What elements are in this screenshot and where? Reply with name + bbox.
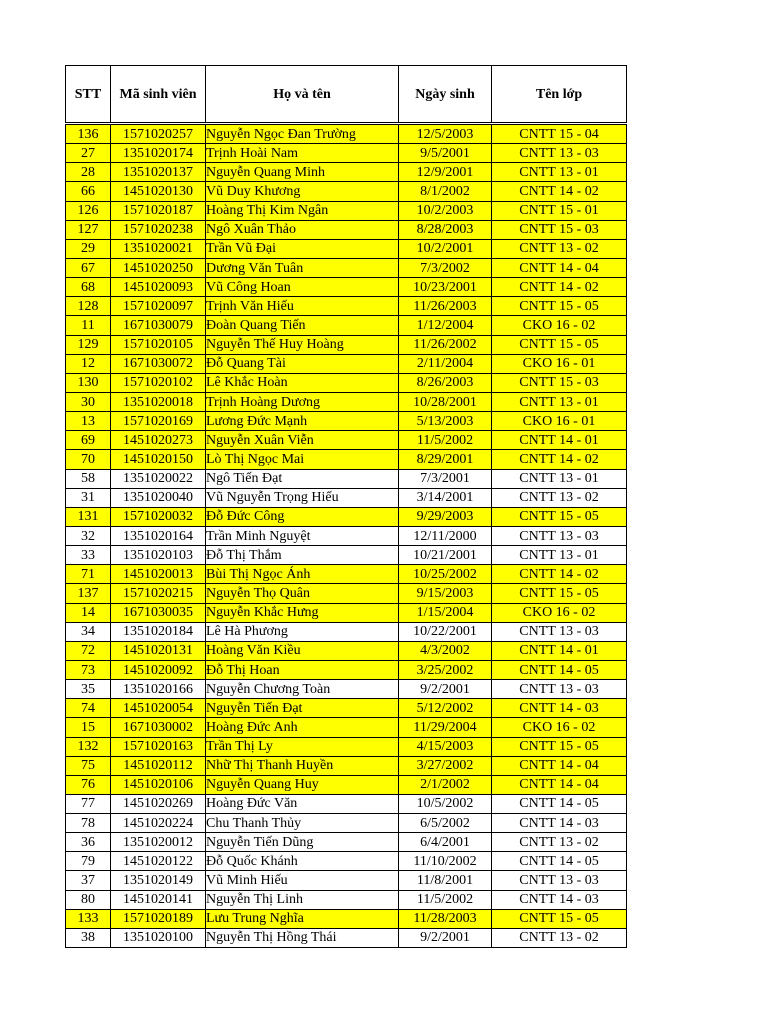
cell-full-name: Trần Vũ Đại <box>206 239 399 258</box>
table-row <box>66 469 627 488</box>
cell-full-name: Đỗ Thị Thắm <box>206 546 399 565</box>
cell-stt: 75 <box>66 756 111 775</box>
cell-student-code: 1671030002 <box>111 718 206 737</box>
cell-stt: 38 <box>66 928 111 947</box>
cell-stt: 128 <box>66 297 111 316</box>
table-row <box>66 909 627 928</box>
table-row <box>66 833 627 852</box>
cell-student-code: 1571020102 <box>111 373 206 392</box>
cell-date-of-birth: 10/2/2003 <box>399 201 492 220</box>
cell-full-name: Nguyễn Xuân Viễn <box>206 431 399 450</box>
table-row <box>66 278 627 297</box>
cell-full-name: Trần Minh Nguyệt <box>206 526 399 545</box>
header-row <box>66 66 627 123</box>
cell-date-of-birth: 3/25/2002 <box>399 660 492 679</box>
cell-full-name: Lưu Trung Nghĩa <box>206 909 399 928</box>
cell-date-of-birth: 10/23/2001 <box>399 278 492 297</box>
cell-class-name: CNTT 15 - 03 <box>492 220 627 239</box>
cell-date-of-birth: 2/11/2004 <box>399 354 492 373</box>
table-row <box>66 680 627 699</box>
cell-date-of-birth: 1/12/2004 <box>399 316 492 335</box>
cell-date-of-birth: 10/21/2001 <box>399 546 492 565</box>
cell-student-code: 1571020032 <box>111 507 206 526</box>
cell-class-name: CNTT 13 - 02 <box>492 488 627 507</box>
cell-full-name: Nguyễn Ngọc Đan Trường <box>206 125 399 144</box>
cell-student-code: 1571020105 <box>111 335 206 354</box>
cell-class-name: CNTT 13 - 02 <box>492 833 627 852</box>
cell-date-of-birth: 6/5/2002 <box>399 814 492 833</box>
cell-date-of-birth: 5/12/2002 <box>399 699 492 718</box>
table-row <box>66 163 627 182</box>
cell-date-of-birth: 11/26/2002 <box>399 335 492 354</box>
cell-date-of-birth: 7/3/2002 <box>399 258 492 277</box>
cell-full-name: Trịnh Hoàng Dương <box>206 392 399 411</box>
table-row <box>66 814 627 833</box>
table-row <box>66 335 627 354</box>
cell-stt: 131 <box>66 507 111 526</box>
cell-stt: 132 <box>66 737 111 756</box>
cell-class-name: CNTT 13 - 03 <box>492 680 627 699</box>
cell-class-name: CNTT 14 - 02 <box>492 182 627 201</box>
cell-class-name: CNTT 14 - 02 <box>492 565 627 584</box>
table-row <box>66 699 627 718</box>
cell-student-code: 1351020103 <box>111 546 206 565</box>
cell-class-name: CNTT 13 - 03 <box>492 526 627 545</box>
cell-full-name: Hoàng Đức Anh <box>206 718 399 737</box>
cell-class-name: CNTT 14 - 01 <box>492 431 627 450</box>
cell-full-name: Nguyễn Tiến Đạt <box>206 699 399 718</box>
cell-date-of-birth: 12/9/2001 <box>399 163 492 182</box>
cell-stt: 37 <box>66 871 111 890</box>
cell-class-name: CNTT 14 - 02 <box>492 278 627 297</box>
cell-student-code: 1571020097 <box>111 297 206 316</box>
table-row <box>66 354 627 373</box>
cell-class-name: CNTT 13 - 02 <box>492 928 627 947</box>
cell-stt: 12 <box>66 354 111 373</box>
cell-class-name: CNTT 15 - 05 <box>492 335 627 354</box>
cell-student-code: 1571020189 <box>111 909 206 928</box>
cell-student-code: 1351020137 <box>111 163 206 182</box>
cell-date-of-birth: 11/5/2002 <box>399 431 492 450</box>
table-row <box>66 890 627 909</box>
table-row <box>66 431 627 450</box>
cell-date-of-birth: 4/3/2002 <box>399 641 492 660</box>
cell-class-name: CNTT 15 - 03 <box>492 373 627 392</box>
cell-full-name: Lò Thị Ngọc Mai <box>206 450 399 469</box>
cell-student-code: 1451020122 <box>111 852 206 871</box>
table-row <box>66 373 627 392</box>
table-row <box>66 603 627 622</box>
cell-full-name: Trịnh Hoài Nam <box>206 144 399 163</box>
cell-class-name: CNTT 15 - 05 <box>492 584 627 603</box>
cell-class-name: CNTT 15 - 05 <box>492 297 627 316</box>
cell-class-name: CKO 16 - 02 <box>492 316 627 335</box>
cell-student-code: 1451020250 <box>111 258 206 277</box>
cell-class-name: CNTT 15 - 05 <box>492 507 627 526</box>
cell-date-of-birth: 8/26/2003 <box>399 373 492 392</box>
cell-full-name: Nguyễn Thế Huy Hoàng <box>206 335 399 354</box>
cell-student-code: 1351020184 <box>111 622 206 641</box>
cell-full-name: Ngô Xuân Thảo <box>206 220 399 239</box>
cell-stt: 31 <box>66 488 111 507</box>
cell-stt: 72 <box>66 641 111 660</box>
cell-full-name: Đỗ Quốc Khánh <box>206 852 399 871</box>
cell-date-of-birth: 4/15/2003 <box>399 737 492 756</box>
cell-full-name: Vũ Duy Khương <box>206 182 399 201</box>
table-row <box>66 450 627 469</box>
header-stt: STT <box>66 66 111 123</box>
cell-stt: 32 <box>66 526 111 545</box>
cell-full-name: Nguyễn Thọ Quân <box>206 584 399 603</box>
cell-class-name: CNTT 15 - 04 <box>492 125 627 144</box>
table-row <box>66 239 627 258</box>
cell-stt: 137 <box>66 584 111 603</box>
cell-stt: 127 <box>66 220 111 239</box>
cell-full-name: Dương Văn Tuân <box>206 258 399 277</box>
cell-student-code: 1351020164 <box>111 526 206 545</box>
cell-stt: 34 <box>66 622 111 641</box>
cell-student-code: 1451020141 <box>111 890 206 909</box>
table-row <box>66 125 627 144</box>
cell-class-name: CNTT 15 - 01 <box>492 201 627 220</box>
cell-stt: 35 <box>66 680 111 699</box>
cell-full-name: Bùi Thị Ngọc Ánh <box>206 565 399 584</box>
cell-full-name: Trịnh Văn Hiếu <box>206 297 399 316</box>
table-row <box>66 775 627 794</box>
cell-class-name: CNTT 14 - 03 <box>492 890 627 909</box>
cell-student-code: 1351020100 <box>111 928 206 947</box>
table-row <box>66 488 627 507</box>
table-row <box>66 718 627 737</box>
cell-class-name: CNTT 14 - 03 <box>492 699 627 718</box>
cell-student-code: 1351020021 <box>111 239 206 258</box>
cell-student-code: 1571020215 <box>111 584 206 603</box>
cell-student-code: 1451020054 <box>111 699 206 718</box>
cell-stt: 68 <box>66 278 111 297</box>
cell-stt: 77 <box>66 794 111 813</box>
cell-stt: 36 <box>66 833 111 852</box>
table-row <box>66 622 627 641</box>
cell-full-name: Vũ Công Hoan <box>206 278 399 297</box>
cell-full-name: Nguyễn Thị Linh <box>206 890 399 909</box>
cell-stt: 58 <box>66 469 111 488</box>
cell-full-name: Lê Khắc Hoàn <box>206 373 399 392</box>
cell-stt: 30 <box>66 392 111 411</box>
cell-student-code: 1451020131 <box>111 641 206 660</box>
cell-stt: 11 <box>66 316 111 335</box>
table-row <box>66 794 627 813</box>
cell-date-of-birth: 11/29/2004 <box>399 718 492 737</box>
cell-date-of-birth: 10/22/2001 <box>399 622 492 641</box>
cell-date-of-birth: 12/5/2003 <box>399 125 492 144</box>
cell-class-name: CNTT 14 - 01 <box>492 641 627 660</box>
cell-student-code: 1671030072 <box>111 354 206 373</box>
header-date-of-birth: Ngày sinh <box>399 66 492 123</box>
cell-class-name: CNTT 14 - 05 <box>492 660 627 679</box>
cell-stt: 14 <box>66 603 111 622</box>
table-row <box>66 584 627 603</box>
cell-student-code: 1451020106 <box>111 775 206 794</box>
cell-date-of-birth: 11/8/2001 <box>399 871 492 890</box>
table-row <box>66 871 627 890</box>
student-table <box>65 65 627 948</box>
header-full-name: Họ và tên <box>206 66 399 123</box>
cell-stt: 73 <box>66 660 111 679</box>
cell-date-of-birth: 3/14/2001 <box>399 488 492 507</box>
cell-student-code: 1571020238 <box>111 220 206 239</box>
cell-stt: 136 <box>66 125 111 144</box>
cell-class-name: CNTT 14 - 03 <box>492 814 627 833</box>
cell-date-of-birth: 7/3/2001 <box>399 469 492 488</box>
cell-student-code: 1451020130 <box>111 182 206 201</box>
cell-full-name: Đỗ Thị Hoan <box>206 660 399 679</box>
cell-student-code: 1451020273 <box>111 431 206 450</box>
cell-student-code: 1351020149 <box>111 871 206 890</box>
cell-stt: 70 <box>66 450 111 469</box>
cell-full-name: Nguyễn Khắc Hưng <box>206 603 399 622</box>
cell-stt: 133 <box>66 909 111 928</box>
cell-date-of-birth: 3/27/2002 <box>399 756 492 775</box>
cell-student-code: 1351020040 <box>111 488 206 507</box>
table-row <box>66 144 627 163</box>
cell-full-name: Vũ Minh Hiếu <box>206 871 399 890</box>
table-row <box>66 928 627 947</box>
cell-stt: 33 <box>66 546 111 565</box>
cell-full-name: Vũ Nguyễn Trọng Hiếu <box>206 488 399 507</box>
cell-student-code: 1351020166 <box>111 680 206 699</box>
cell-class-name: CNTT 13 - 03 <box>492 144 627 163</box>
cell-date-of-birth: 8/29/2001 <box>399 450 492 469</box>
cell-stt: 28 <box>66 163 111 182</box>
cell-full-name: Trần Thị Ly <box>206 737 399 756</box>
table-row <box>66 641 627 660</box>
table-row <box>66 412 627 431</box>
cell-stt: 15 <box>66 718 111 737</box>
table-row <box>66 392 627 411</box>
cell-student-code: 1671030035 <box>111 603 206 622</box>
cell-stt: 27 <box>66 144 111 163</box>
cell-class-name: CNTT 15 - 05 <box>492 737 627 756</box>
cell-full-name: Lê Hà Phương <box>206 622 399 641</box>
cell-student-code: 1671030079 <box>111 316 206 335</box>
cell-date-of-birth: 9/15/2003 <box>399 584 492 603</box>
cell-student-code: 1351020022 <box>111 469 206 488</box>
cell-student-code: 1571020163 <box>111 737 206 756</box>
cell-full-name: Ngô Tiến Đạt <box>206 469 399 488</box>
cell-date-of-birth: 9/2/2001 <box>399 928 492 947</box>
cell-full-name: Nguyễn Thị Hồng Thái <box>206 928 399 947</box>
table-row <box>66 201 627 220</box>
cell-student-code: 1451020092 <box>111 660 206 679</box>
cell-student-code: 1351020012 <box>111 833 206 852</box>
cell-stt: 76 <box>66 775 111 794</box>
cell-full-name: Đỗ Đức Công <box>206 507 399 526</box>
table-row <box>66 507 627 526</box>
cell-date-of-birth: 10/28/2001 <box>399 392 492 411</box>
table-row <box>66 852 627 871</box>
table-row <box>66 756 627 775</box>
cell-student-code: 1451020013 <box>111 565 206 584</box>
cell-full-name: Nguyễn Chương Toàn <box>206 680 399 699</box>
table-row <box>66 258 627 277</box>
cell-date-of-birth: 11/26/2003 <box>399 297 492 316</box>
cell-date-of-birth: 9/2/2001 <box>399 680 492 699</box>
cell-class-name: CNTT 13 - 01 <box>492 163 627 182</box>
cell-date-of-birth: 2/1/2002 <box>399 775 492 794</box>
cell-class-name: CNTT 13 - 03 <box>492 622 627 641</box>
cell-stt: 78 <box>66 814 111 833</box>
cell-class-name: CNTT 15 - 05 <box>492 909 627 928</box>
cell-stt: 13 <box>66 412 111 431</box>
cell-stt: 126 <box>66 201 111 220</box>
cell-stt: 80 <box>66 890 111 909</box>
table-body <box>66 123 627 948</box>
cell-class-name: CNTT 13 - 02 <box>492 239 627 258</box>
cell-class-name: CNTT 13 - 01 <box>492 392 627 411</box>
cell-full-name: Nguyễn Quang Minh <box>206 163 399 182</box>
cell-date-of-birth: 10/5/2002 <box>399 794 492 813</box>
cell-class-name: CNTT 13 - 01 <box>492 469 627 488</box>
cell-date-of-birth: 12/11/2000 <box>399 526 492 545</box>
cell-full-name: Hoàng Thị Kim Ngân <box>206 201 399 220</box>
cell-date-of-birth: 6/4/2001 <box>399 833 492 852</box>
cell-class-name: CNTT 14 - 05 <box>492 794 627 813</box>
table-row <box>66 316 627 335</box>
table-row <box>66 660 627 679</box>
cell-class-name: CNTT 14 - 04 <box>492 775 627 794</box>
table-row <box>66 546 627 565</box>
header-class-name: Tên lớp <box>492 66 627 123</box>
cell-stt: 71 <box>66 565 111 584</box>
cell-class-name: CNTT 14 - 05 <box>492 852 627 871</box>
cell-full-name: Chu Thanh Thủy <box>206 814 399 833</box>
cell-date-of-birth: 9/5/2001 <box>399 144 492 163</box>
cell-stt: 66 <box>66 182 111 201</box>
cell-date-of-birth: 5/13/2003 <box>399 412 492 431</box>
cell-full-name: Nhữ Thị Thanh Huyền <box>206 756 399 775</box>
cell-class-name: CKO 16 - 01 <box>492 412 627 431</box>
cell-full-name: Hoàng Đức Văn <box>206 794 399 813</box>
cell-full-name: Hoàng Văn Kiều <box>206 641 399 660</box>
cell-student-code: 1351020018 <box>111 392 206 411</box>
cell-full-name: Lương Đức Mạnh <box>206 412 399 431</box>
cell-student-code: 1571020187 <box>111 201 206 220</box>
cell-student-code: 1571020257 <box>111 125 206 144</box>
cell-stt: 130 <box>66 373 111 392</box>
cell-full-name: Đỗ Quang Tài <box>206 354 399 373</box>
cell-student-code: 1451020112 <box>111 756 206 775</box>
cell-date-of-birth: 9/29/2003 <box>399 507 492 526</box>
cell-class-name: CKO 16 - 02 <box>492 718 627 737</box>
table-row <box>66 297 627 316</box>
cell-class-name: CNTT 13 - 03 <box>492 871 627 890</box>
cell-date-of-birth: 11/5/2002 <box>399 890 492 909</box>
cell-date-of-birth: 8/28/2003 <box>399 220 492 239</box>
cell-class-name: CKO 16 - 02 <box>492 603 627 622</box>
cell-full-name: Đoàn Quang Tiến <box>206 316 399 335</box>
cell-student-code: 1451020150 <box>111 450 206 469</box>
table-row <box>66 565 627 584</box>
cell-class-name: CNTT 14 - 04 <box>492 756 627 775</box>
cell-student-code: 1351020174 <box>111 144 206 163</box>
cell-date-of-birth: 10/25/2002 <box>399 565 492 584</box>
cell-date-of-birth: 11/28/2003 <box>399 909 492 928</box>
table-row <box>66 526 627 545</box>
table-row <box>66 220 627 239</box>
cell-stt: 67 <box>66 258 111 277</box>
cell-stt: 74 <box>66 699 111 718</box>
cell-student-code: 1451020224 <box>111 814 206 833</box>
cell-date-of-birth: 10/2/2001 <box>399 239 492 258</box>
cell-class-name: CNTT 13 - 01 <box>492 546 627 565</box>
cell-student-code: 1451020093 <box>111 278 206 297</box>
cell-stt: 79 <box>66 852 111 871</box>
cell-stt: 29 <box>66 239 111 258</box>
cell-date-of-birth: 8/1/2002 <box>399 182 492 201</box>
header-student-code: Mã sinh viên <box>111 66 206 123</box>
table-row <box>66 182 627 201</box>
cell-class-name: CKO 16 - 01 <box>492 354 627 373</box>
cell-student-code: 1451020269 <box>111 794 206 813</box>
cell-student-code: 1571020169 <box>111 412 206 431</box>
cell-stt: 129 <box>66 335 111 354</box>
cell-class-name: CNTT 14 - 02 <box>492 450 627 469</box>
table-row <box>66 737 627 756</box>
cell-class-name: CNTT 14 - 04 <box>492 258 627 277</box>
cell-full-name: Nguyễn Quang Huy <box>206 775 399 794</box>
cell-full-name: Nguyễn Tiến Dũng <box>206 833 399 852</box>
cell-date-of-birth: 1/15/2004 <box>399 603 492 622</box>
cell-stt: 69 <box>66 431 111 450</box>
cell-date-of-birth: 11/10/2002 <box>399 852 492 871</box>
